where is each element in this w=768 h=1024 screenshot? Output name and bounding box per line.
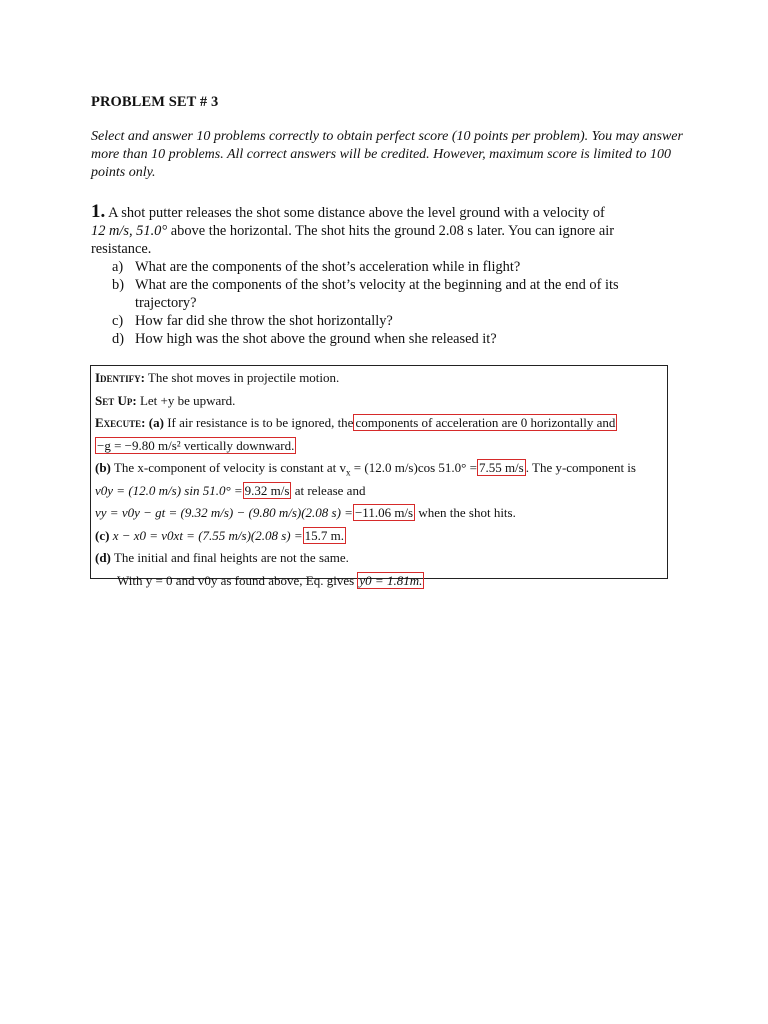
part-b-vy-answer: −11.06 m/s bbox=[354, 505, 414, 520]
part-d-text-2: With y = 0 and v0y as found above, Eq. gives bbox=[117, 572, 355, 588]
problem-part-letter: d) bbox=[112, 331, 124, 347]
setup-line bbox=[95, 390, 667, 413]
part-d-label: (d) bbox=[95, 550, 111, 565]
setup-text: Let +y be upward. bbox=[139, 392, 236, 408]
part-c-answer: 15.7 m. bbox=[304, 527, 345, 543]
identify-line bbox=[95, 367, 667, 390]
part-d-text: The initial and final heights are not the same. bbox=[113, 550, 349, 565]
part-b-line-1 bbox=[95, 457, 667, 480]
problem-part-item bbox=[112, 312, 672, 330]
part-b-vx-answer: 7.55 m/s bbox=[478, 460, 524, 475]
setup-label: Set Up: bbox=[95, 392, 137, 408]
problem-part-letter: c) bbox=[112, 313, 124, 329]
problem-part-text: How high was the shot above the ground when she released it? bbox=[135, 331, 497, 347]
part-b-label: (b) bbox=[95, 460, 111, 475]
solution-box bbox=[90, 365, 668, 588]
execute-line-2 bbox=[95, 435, 667, 458]
part-d-line-2 bbox=[95, 570, 667, 593]
problem-part-item bbox=[112, 276, 672, 312]
part-b-sub: x bbox=[346, 467, 351, 478]
part-c-line bbox=[95, 525, 667, 548]
part-c-label: (c) bbox=[95, 527, 110, 543]
problem-parts-list bbox=[112, 258, 672, 348]
problem-part-text: What are the components of the shot’s acceleration while in flight? bbox=[135, 259, 521, 275]
problem-statement bbox=[91, 203, 676, 258]
identify-label: Identify: bbox=[95, 370, 145, 385]
problem-part-letter: b) bbox=[112, 277, 124, 293]
part-b-text: The x-component of velocity is constant at v bbox=[113, 460, 347, 475]
page-title: PROBLEM SET # 3 bbox=[91, 94, 219, 110]
problem-text-b: above the horizontal. The shot hits the ground 2.08 s later. You can ignore air resistance. bbox=[91, 223, 615, 257]
part-b-voy-eq: v0y = (12.0 m/s) sin 51.0° = bbox=[95, 482, 243, 498]
part-b-tail: . The y-component is bbox=[525, 460, 636, 475]
part-c-eq: x − x0 = v0xt = (7.55 m/s)(2.08 s) = bbox=[112, 527, 303, 543]
problem-part-letter: a) bbox=[112, 259, 124, 275]
part-d-line-1 bbox=[95, 547, 667, 570]
execute-line bbox=[95, 412, 667, 435]
part-d-answer: y0 = 1.81m. bbox=[359, 572, 423, 588]
part-b-line-2 bbox=[95, 480, 667, 503]
part-a-answer-2: −g = −9.80 m/s² vertically downward. bbox=[97, 437, 295, 453]
part-a-text: If air resistance is to be ignored, the bbox=[167, 415, 354, 430]
problem-number: 1. bbox=[91, 201, 106, 222]
part-a-answer-1: components of acceleration are 0 horizontally and bbox=[355, 415, 616, 430]
problem-part-text: What are the components of the shot’s velocity at the beginning and at the end of its trajectory? bbox=[135, 277, 619, 311]
identify-text: The shot moves in projectile motion. bbox=[147, 370, 340, 385]
problem-part-text: How far did she throw the shot horizontally? bbox=[135, 313, 393, 329]
part-a-label: (a) bbox=[148, 415, 164, 430]
part-b-voy-tail: at release and bbox=[294, 482, 366, 498]
part-b-eq: = (12.0 m/s)cos 51.0° = bbox=[350, 460, 477, 475]
problem-velocity-value: 12 m/s, 51.0° bbox=[91, 223, 168, 239]
part-b-vy-tail: when the shot hits. bbox=[418, 505, 516, 520]
part-b-vy-eq: vy = v0y − gt = (9.32 m/s) − (9.80 m/s)(2.08 s) = bbox=[95, 505, 353, 520]
part-b-voy-answer: 9.32 m/s bbox=[244, 482, 290, 498]
part-b-line-3 bbox=[95, 502, 667, 525]
problem-part-item bbox=[112, 258, 672, 276]
problem-part-item bbox=[112, 330, 672, 348]
execute-label: Execute: bbox=[95, 415, 146, 430]
instructions-paragraph: Select and answer 10 problems correctly to obtain perfect score (10 points per problem). You may answer more than 10 problems. All correct answers will be credited. However, maximum score is limited to 100 points only. bbox=[91, 129, 683, 180]
problem-text-a: A shot putter releases the shot some distance above the level ground with a velocity of bbox=[108, 205, 605, 221]
